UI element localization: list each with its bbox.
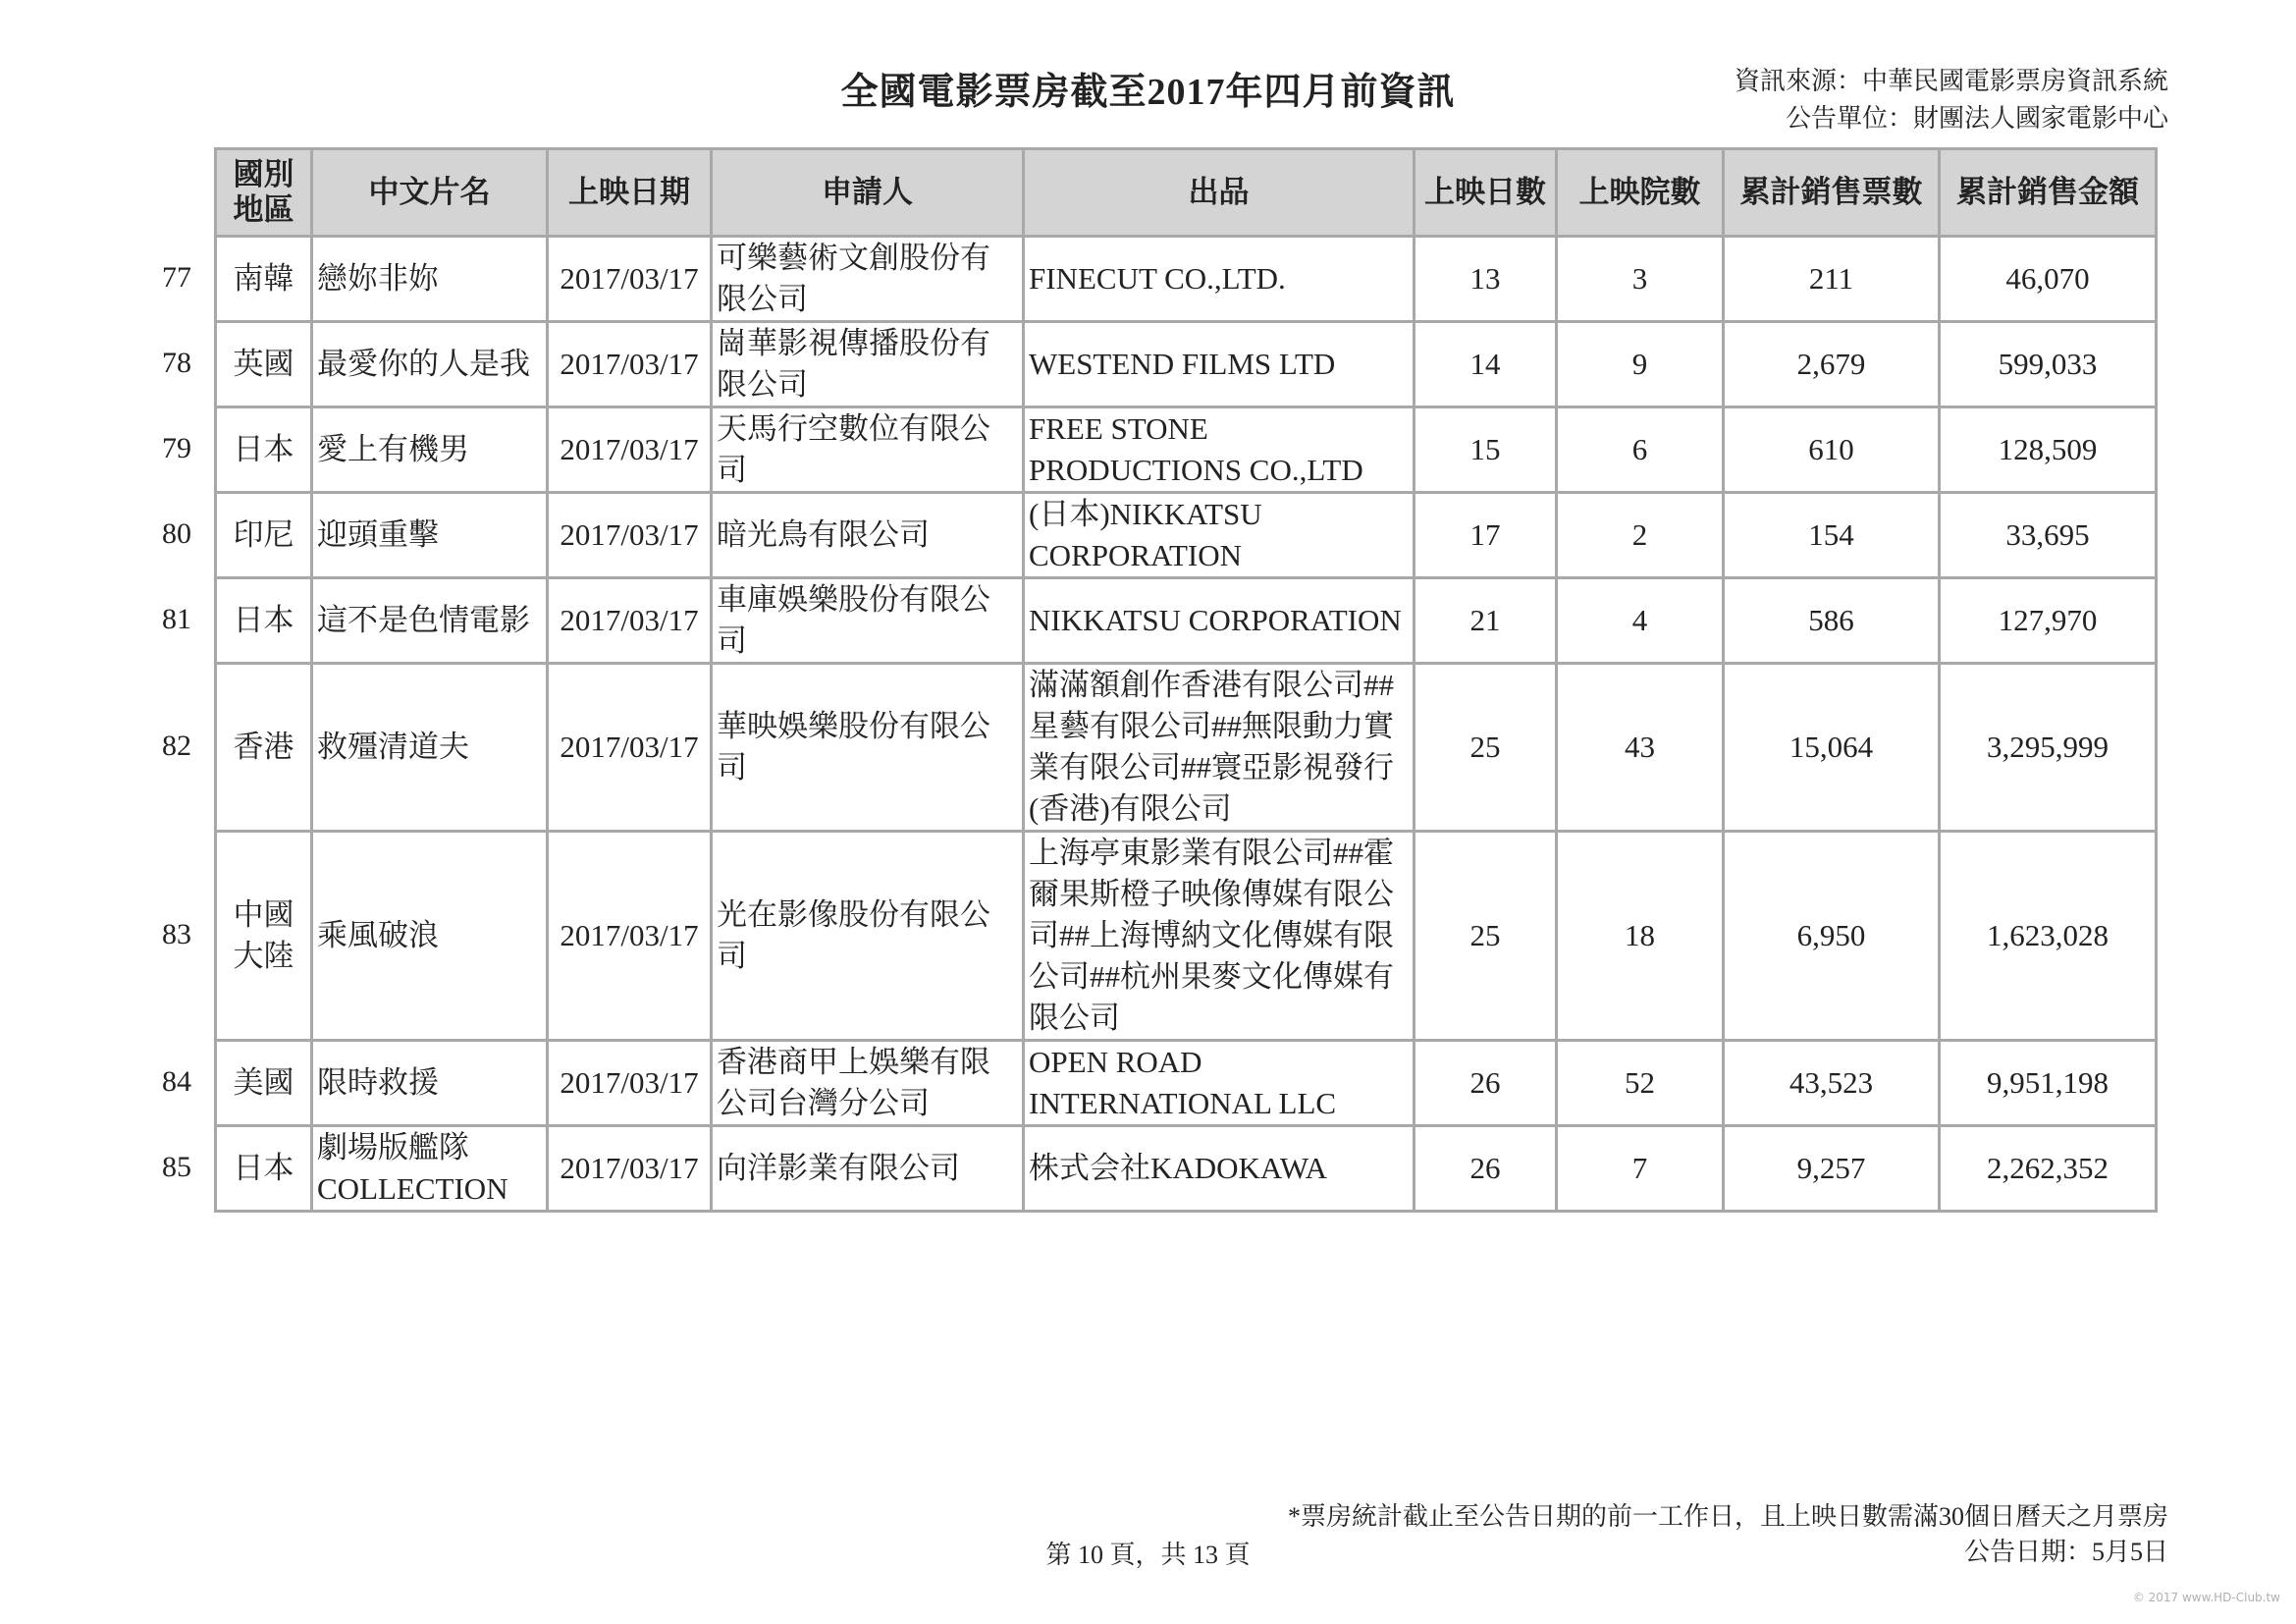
cell-region: 南韓 — [216, 237, 312, 322]
row-number: 81 — [162, 603, 191, 635]
cell-producer: 滿滿額創作香港有限公司##星藝有限公司##無限動力實業有限公司##寰亞影視發行(香港)有限公司 — [1024, 664, 1415, 832]
cell-theaters: 2 — [1557, 493, 1724, 578]
cell-region: 英國 — [216, 322, 312, 407]
cell-theaters: 52 — [1557, 1041, 1724, 1126]
table-body — [216, 237, 2157, 1212]
cell-date: 2017/03/17 — [548, 578, 712, 664]
cell-revenue: 1,623,028 — [1940, 832, 2157, 1041]
cell-title: 乘風破浪 — [312, 832, 548, 1041]
watermark: © 2017 www.HD-Club.tw — [2132, 1591, 2280, 1604]
cell-days: 26 — [1415, 1126, 1557, 1212]
cell-tickets: 9,257 — [1724, 1126, 1940, 1212]
table-row — [216, 578, 2157, 664]
cell-region: 中國 大陸 — [216, 832, 312, 1041]
cell-date: 2017/03/17 — [548, 1041, 712, 1126]
row-number: 82 — [162, 730, 191, 762]
cell-tickets: 211 — [1724, 237, 1940, 322]
cell-producer: (日本)NIKKATSU CORPORATION — [1024, 493, 1415, 578]
cell-revenue: 127,970 — [1940, 578, 2157, 664]
cell-applicant: 華映娛樂股份有限公司 — [712, 664, 1024, 832]
cell-applicant: 可樂藝術文創股份有限公司 — [712, 237, 1024, 322]
header-days: 上映日數 — [1415, 149, 1557, 237]
cell-date: 2017/03/17 — [548, 407, 712, 493]
row-number: 83 — [162, 918, 191, 950]
cell-applicant: 崗華影視傳播股份有限公司 — [712, 322, 1024, 407]
cell-tickets: 43,523 — [1724, 1041, 1940, 1126]
cell-revenue: 9,951,198 — [1940, 1041, 2157, 1126]
header-theaters: 上映院數 — [1557, 149, 1724, 237]
cell-date: 2017/03/17 — [548, 237, 712, 322]
row-number: 80 — [162, 517, 191, 550]
header-tickets: 累計銷售票數 — [1724, 149, 1940, 237]
cell-title: 劇場版艦隊COLLECTION — [312, 1126, 548, 1212]
cell-title: 限時救援 — [312, 1041, 548, 1126]
cell-days: 21 — [1415, 578, 1557, 664]
table-row — [216, 1041, 2157, 1126]
cell-region: 日本 — [216, 407, 312, 493]
cell-producer: FINECUT CO.,LTD. — [1024, 237, 1415, 322]
cell-title: 最愛你的人是我 — [312, 322, 548, 407]
cell-tickets: 154 — [1724, 493, 1940, 578]
header-applicant: 申請人 — [712, 149, 1024, 237]
cell-theaters: 7 — [1557, 1126, 1724, 1212]
cell-producer: OPEN ROAD INTERNATIONAL LLC — [1024, 1041, 1415, 1126]
table-row — [216, 237, 2157, 322]
cell-producer: NIKKATSU CORPORATION — [1024, 578, 1415, 664]
cell-region: 日本 — [216, 578, 312, 664]
cell-producer: 株式会社KADOKAWA — [1024, 1126, 1415, 1212]
cell-date: 2017/03/17 — [548, 322, 712, 407]
cell-applicant: 車庫娛樂股份有限公司 — [712, 578, 1024, 664]
table-header-row — [216, 149, 2157, 237]
cell-revenue: 33,695 — [1940, 493, 2157, 578]
cell-revenue: 128,509 — [1940, 407, 2157, 493]
header-revenue: 累計銷售金額 — [1940, 149, 2157, 237]
cell-date: 2017/03/17 — [548, 832, 712, 1041]
header-region: 國別 地區 — [216, 149, 312, 237]
cell-theaters: 3 — [1557, 237, 1724, 322]
cell-days: 25 — [1415, 832, 1557, 1041]
row-number: 84 — [162, 1065, 191, 1098]
cell-title: 救殭清道夫 — [312, 664, 548, 832]
cell-theaters: 9 — [1557, 322, 1724, 407]
cell-days: 25 — [1415, 664, 1557, 832]
table-row — [216, 664, 2157, 832]
page-number: 第 10 頁，共 13 頁 — [1045, 1541, 1251, 1569]
cell-applicant: 向洋影業有限公司 — [712, 1126, 1024, 1212]
cell-applicant: 香港商甲上娛樂有限公司台灣分公司 — [712, 1041, 1024, 1126]
header-title: 中文片名 — [312, 149, 548, 237]
cell-theaters: 43 — [1557, 664, 1724, 832]
cell-theaters: 4 — [1557, 578, 1724, 664]
table-row — [216, 407, 2157, 493]
cell-title: 迎頭重擊 — [312, 493, 548, 578]
cell-revenue: 599,033 — [1940, 322, 2157, 407]
row-number: 78 — [162, 347, 191, 379]
cell-date: 2017/03/17 — [548, 1126, 712, 1212]
cell-applicant: 光在影像股份有限公司 — [712, 832, 1024, 1041]
cell-producer: WESTEND FILMS LTD — [1024, 322, 1415, 407]
table-row — [216, 1126, 2157, 1212]
cell-region: 香港 — [216, 664, 312, 832]
cell-revenue: 3,295,999 — [1940, 664, 2157, 832]
cell-region: 美國 — [216, 1041, 312, 1126]
cell-date: 2017/03/17 — [548, 664, 712, 832]
header-date: 上映日期 — [548, 149, 712, 237]
cell-days: 26 — [1415, 1041, 1557, 1126]
cell-tickets: 6,950 — [1724, 832, 1940, 1041]
publisher-line: 公告單位：財團法人國家電影中心 — [1785, 104, 2168, 133]
cell-days: 13 — [1415, 237, 1557, 322]
cell-region: 印尼 — [216, 493, 312, 578]
table-row — [216, 493, 2157, 578]
cell-title: 愛上有機男 — [312, 407, 548, 493]
cell-tickets: 586 — [1724, 578, 1940, 664]
cell-revenue: 46,070 — [1940, 237, 2157, 322]
table-row — [216, 832, 2157, 1041]
cell-applicant: 暗光鳥有限公司 — [712, 493, 1024, 578]
cell-tickets: 15,064 — [1724, 664, 1940, 832]
cell-applicant: 天馬行空數位有限公司 — [712, 407, 1024, 493]
row-number: 77 — [162, 261, 191, 294]
row-number: 85 — [162, 1151, 191, 1183]
page-title: 全國電影票房截至2017年四月前資訊 — [840, 72, 1456, 113]
cell-title: 戀妳非妳 — [312, 237, 548, 322]
box-office-table — [214, 147, 2158, 1213]
cell-theaters: 6 — [1557, 407, 1724, 493]
cell-days: 15 — [1415, 407, 1557, 493]
footnote: *票房統計截止至公告日期的前一工作日，且上映日數需滿30個日曆天之月票房 — [1287, 1502, 2168, 1531]
header-producer: 出品 — [1024, 149, 1415, 237]
cell-producer: FREE STONE PRODUCTIONS CO.,LTD — [1024, 407, 1415, 493]
cell-producer: 上海亭東影業有限公司##霍爾果斯橙子映像傳媒有限公司##上海博納文化傳媒有限公司##杭州果麥文化傳媒有限公司 — [1024, 832, 1415, 1041]
announce-date: 公告日期：5月5日 — [1963, 1538, 2168, 1566]
cell-days: 17 — [1415, 493, 1557, 578]
cell-title: 這不是色情電影 — [312, 578, 548, 664]
cell-tickets: 610 — [1724, 407, 1940, 493]
cell-theaters: 18 — [1557, 832, 1724, 1041]
cell-date: 2017/03/17 — [548, 493, 712, 578]
cell-region: 日本 — [216, 1126, 312, 1212]
row-number: 79 — [162, 432, 191, 464]
cell-revenue: 2,262,352 — [1940, 1126, 2157, 1212]
source-line: 資訊來源：中華民國電影票房資訊系統 — [1734, 67, 2168, 95]
table-row — [216, 322, 2157, 407]
source-block — [1735, 63, 2168, 137]
cell-days: 14 — [1415, 322, 1557, 407]
cell-tickets: 2,679 — [1724, 322, 1940, 407]
